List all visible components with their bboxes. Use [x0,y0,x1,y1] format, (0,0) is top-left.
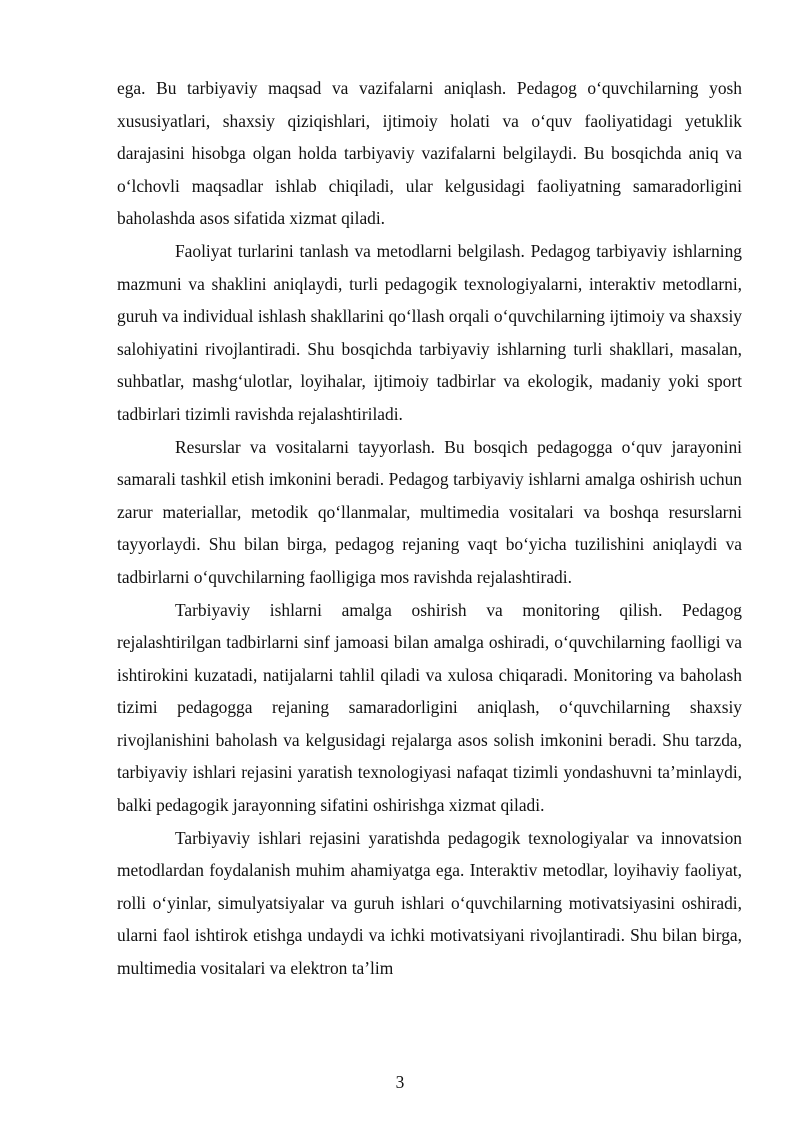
paragraph-innovative-methods: Tarbiyaviy ishlari rejasini yaratishda pedagogik texnologiyalar va innovatsion metodlardan foydalanish muhim ahamiyatga ega. Interaktiv metodlar, loyihaviy faoliyat, rolli o‘yinlar, simulyatsiyalar va guruh ishlari o‘quvchilarning motivatsiyasini oshiradi, ularni faol ishtirok etishga undaydi va ichki motivatsiyani rivojlantiradi. Shu bilan birga, multimedia vositalari va elektron ta’lim [117,827,742,979]
paragraph-implementation-monitoring: Tarbiyaviy ishlarni amalga oshirish va monitoring qilish. Pedagog rejalashtirilgan tadbirlarni sinf jamoasi bilan amalga oshiradi, o‘quvchilarning faolligi va ishtirokini kuzatadi, natijalarni tahlil qiladi va xulosa chiqaradi. Monitoring va baholash tizimi pedagogga rejaning samaradorligini aniqlash, o‘quvchilarning shaxsiy rivojlanishini baholash va kelgusidagi rejalarga asos solish imkonini beradi. Shu tarzda, tarbiyaviy ishlari rejasini yaratish texnologiyasi nafaqat tizimli yondashuvni ta’minlaydi, balki pedagogik jarayonning sifatini oshirishga xizmat qiladi. [117,599,742,816]
paragraph-activity-types: Faoliyat turlarini tanlash va metodlarni belgilash. Pedagog tarbiyaviy ishlarning mazmuni va shaklini aniqlaydi, turli pedagogik texnologiyalarni, interaktiv metodlarni, guruh va individual ishlash shakllarini qo‘llash orqali o‘quvchilarning ijtimoiy va shaxsiy salohiyatini rivojlantiradi. Shu bosqichda tarbiyaviy ishlarning turli shakllari, masalan, suhbatlar, mashg‘ulotlar, loyihalar, ijtimoiy tadbirlar va ekologik, madaniy yoki sport tadbirlari tizimli ravishda rejalashtiriladi. [117,240,742,424]
paragraph-continuation: ega. Bu tarbiyaviy maqsad va vazifalarni aniqlash. Pedagog o‘quvchilarning yosh xususiyatlari, shaxsiy qiziqishlari, ijtimoiy holati va o‘quv faoliyatidagi yetuklik darajasini hisobga olgan holda tarbiyaviy vazifalarni belgilaydi. Bu bosqichda aniq va o‘lchovli maqsadlar ishlab chiqiladi, ular kelgusidagi faoliyatning samaradorligini baholashda asos sifatida xizmat qiladi. [117,78,742,229]
document-body [117,72,742,985]
page-number: 3 [395,1072,405,1092]
paragraph-resources: Resurslar va vositalarni tayyorlash. Bu bosqich pedagogga o‘quv jarayonini samarali tashkil etish imkonini beradi. Pedagog tarbiyaviy ishlarni amalga oshirish uchun zarur materiallar, metodik qo‘llanmalar, multimedia vositalari va boshqa resurslarni tayyorlaydi. Shu bilan birga, pedagog rejaning vaqt bo‘yicha tuzilishini aniqlaydi va tadbirlarni o‘quvchilarning faolligiga mos ravishda rejalashtiradi. [117,436,742,587]
